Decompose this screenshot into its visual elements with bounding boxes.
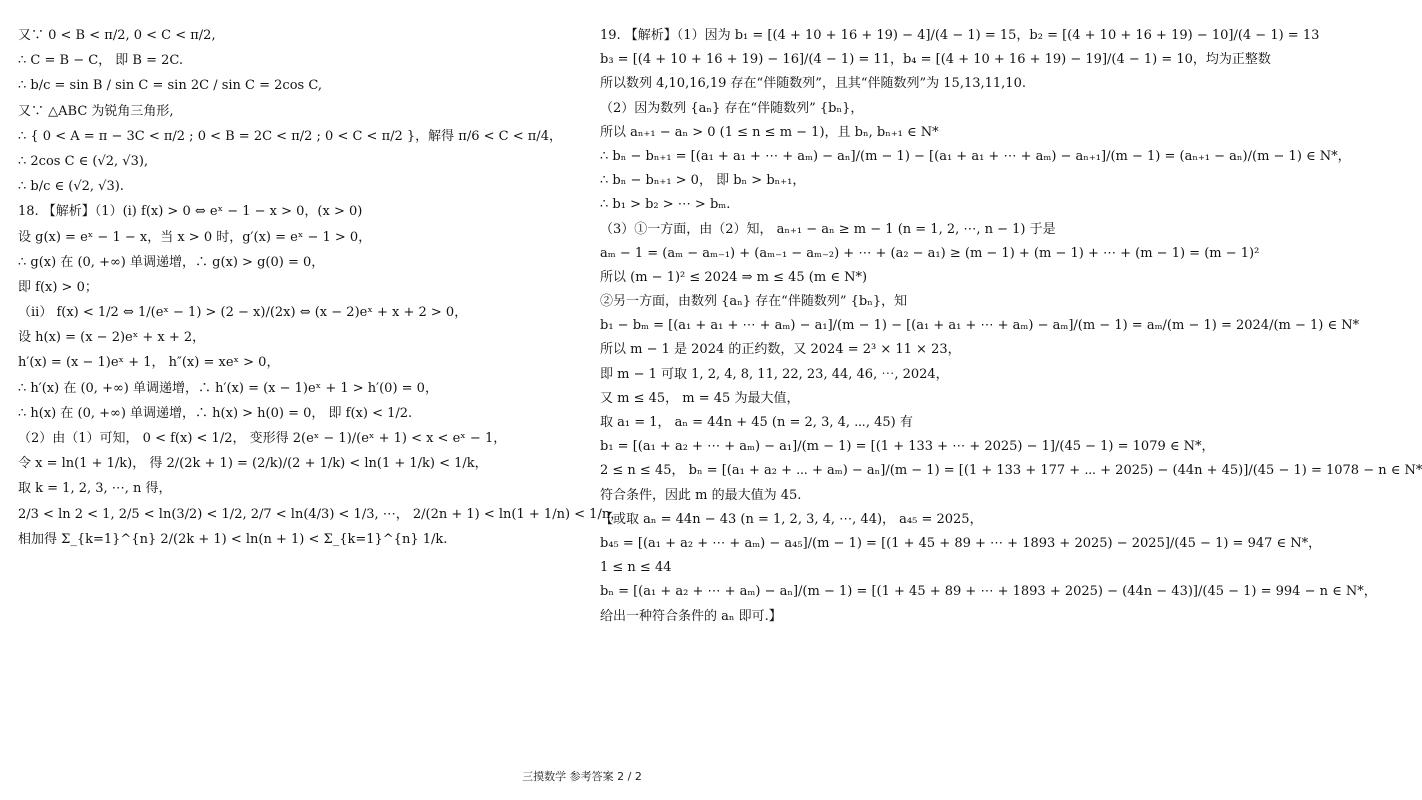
solution-line: ②另一方面，由数列 {aₙ} 存在“伴随数列” {bₙ}，知 [600,294,908,310]
solution-line: 1 ≤ n ≤ 44 [600,560,672,576]
solution-line: ∴ h(x) 在 (0, +∞) 单调递增，∴ h(x) > h(0) = 0， 即 f(x) < 1/2. [18,405,413,421]
left-column [18,28,624,557]
solution-line: 相加得 Σ_{k=1}^{n} 2/(2k + 1) < ln(n + 1) < Σ_{k=1}^{n} 1/k. [18,531,448,547]
solution-line: h′(x) = (x − 1)eˣ + 1， h″(x) = xeˣ > 0， [18,355,280,371]
solution-line: ∴ bₙ − bₙ₊₁ = [(a₁ + a₁ + ⋯ + aₘ) − aₙ]/(m − 1) − [(a₁ + a₁ + ⋯ + aₘ) − aₙ₊₁]/(m − 1) = (aₙ₊₁ − aₙ)/(m − 1) ∈ N*， [600,148,1351,164]
solution-line: ∴ 2cos C ∈ (√2, √3), [18,153,149,169]
solution-line: ∴ { 0 < A = π − 3C < π/2 ; 0 < B = 2C < π/2 ; 0 < C < π/2 }，解得 π/6 < C < π/4， [18,128,562,144]
page-footer: 三摸数学 参考答案 2 / 2 [522,770,642,783]
solution-line: 所以数列 4,10,16,19 存在“伴随数列”，且其“伴随数列”为 15,13,11,10. [600,76,1026,92]
solution-line: ∴ b/c ∈ (√2, √3). [18,179,124,195]
solution-line: 所以 (m − 1)² ≤ 2024 ⇒ m ≤ 45 (m ∈ N*) [600,269,868,285]
solution-line: 令 x = ln(1 + 1/k)， 得 2/(2k + 1) = (2/k)/(2 + 1/k) < ln(1 + 1/k) < 1/k， [18,456,488,472]
solution-line: bₙ = [(a₁ + a₂ + ⋯ + aₘ) − aₙ]/(m − 1) = [(1 + 45 + 89 + ⋯ + 1893 + 2025) − (44n − 43)]/(45 − 1) = 994 − n ∈ N*， [600,584,1377,600]
solution-line: 即 f(x) > 0； [18,279,98,295]
solution-line: b₁ = [(a₁ + a₂ + ⋯ + aₘ) − a₁]/(m − 1) = [(1 + 133 + ⋯ + 2025) − 1]/(45 − 1) = 1079 ∈ N*， [600,439,1215,455]
solution-line: b₃ = [(4 + 10 + 16 + 19) − 16]/(4 − 1) = 11，b₄ = [(4 + 10 + 16 + 19) − 19]/(4 − 1) = 10，均为正整数 [600,52,1271,68]
solution-line: 设 h(x) = (x − 2)eˣ + x + 2， [18,330,206,346]
solution-line: ∴ g(x) 在 (0, +∞) 单调递增，∴ g(x) > g(0) = 0， [18,254,325,270]
solution-line: aₘ − 1 = (aₘ − aₘ₋₁) + (aₘ₋₁ − aₘ₋₂) + ⋯ + (a₂ − a₁) ≥ (m − 1) + (m − 1) + ⋯ + (m − 1) = (m − 1)² [600,245,1260,261]
solution-line: 取 k = 1, 2, 3, ⋯, n 得， [18,481,172,497]
solution-line: 所以 m − 1 是 2024 的正约数，又 2024 = 2³ × 11 × 23， [600,342,961,358]
solution-line: （2）由（1）可知， 0 < f(x) < 1/2， 变形得 2(eˣ − 1)/(eˣ + 1) < x < eˣ − 1， [18,431,507,446]
solution-line: （ii） f(x) < 1/2 ⇔ 1/(eˣ − 1) > (2 − x)/(2x) ⇔ (x − 2)eˣ + x + 2 > 0， [18,305,468,321]
solution-line: 符合条件，因此 m 的最大值为 45. [600,487,802,503]
solution-line: 又 m ≤ 45， m = 45 为最大值， [600,390,800,406]
solution-line: 取 a₁ = 1， aₙ = 44n + 45 (n = 2, 3, 4, ⋯, 45) 有 [600,415,913,430]
solution-line: 【或取 aₙ = 44n − 43 (n = 1, 2, 3, 4, ⋯, 44)， a₄₅ = 2025， [600,511,983,527]
solution-line: ∴ bₙ − bₙ₊₁ > 0， 即 bₙ > bₙ₊₁， [600,173,806,189]
solution-line: 19. 【解析】（1）因为 b₁ = [(4 + 10 + 16 + 19) − 4]/(4 − 1) = 15，b₂ = [(4 + 10 + 16 + 19) − 10]/(4 − 1) = 13 [600,28,1320,43]
solution-line: 设 g(x) = eˣ − 1 − x，当 x > 0 时，g′(x) = eˣ − 1 > 0， [18,229,372,245]
solution-line: 所以 aₙ₊₁ − aₙ > 0 (1 ≤ n ≤ m − 1)，且 bₙ, bₙ₊₁ ∈ N* [600,124,939,140]
solution-line: 2/3 < ln 2 < 1, 2/5 < ln(3/2) < 1/2, 2/7 < ln(4/3) < 1/3, ⋯， 2/(2n + 1) < ln(1 + 1/n) < 1/n， [18,506,624,522]
solution-line: 又∵ △ABC 为锐角三角形, [18,103,174,119]
solution-line: ∴ C = B − C， 即 B = 2C. [18,53,184,69]
solution-line: ∴ b₁ > b₂ > ⋯ > bₘ. [600,197,731,213]
solution-line: ∴ h′(x) 在 (0, +∞) 单调递增，∴ h′(x) = (x − 1)eˣ + 1 > h′(0) = 0， [18,380,438,396]
solution-line: ∴ b/c = sin B / sin C = sin 2C / sin C = 2cos C, [18,78,322,94]
solution-line: b₄₅ = [(a₁ + a₂ + ⋯ + aₘ) − a₄₅]/(m − 1) = [(1 + 45 + 89 + ⋯ + 1893 + 2025) − 2025]/(45 − 1) = 947 ∈ N*， [600,535,1322,551]
right-column [600,28,1422,633]
solution-line: 2 ≤ n ≤ 45， bₙ = [(a₁ + a₂ + ⋯ + aₘ) − aₙ]/(m − 1) = [(1 + 133 + 177 + ⋯ + 2025) − (44n + 45)]/(45 − 1) = 1078 − n ∈ N* [600,463,1422,479]
solution-line: 给出一种符合条件的 aₙ 即可.】 [600,608,782,624]
solution-line: 即 m − 1 可取 1, 2, 4, 8, 11, 22, 23, 44, 46, ⋯, 2024， [600,366,949,382]
solution-line: （3）①一方面，由（2）知， aₙ₊₁ − aₙ ≥ m − 1 (n = 1, 2, ⋯, n − 1) 于是 [600,221,1056,237]
solution-line: b₁ − bₘ = [(a₁ + a₁ + ⋯ + aₘ) − a₁]/(m − 1) − [(a₁ + a₁ + ⋯ + aₘ) − aₘ]/(m − 1) = aₘ/(m − 1) = 2024/(m − 1) ∈ N* [600,318,1360,334]
solution-line: 又∵ 0 < B < π/2, 0 < C < π/2, [18,28,216,43]
solution-line: 18. 【解析】（1）(i) f(x) > 0 ⇔ eˣ − 1 − x > 0，(x > 0) [18,204,363,220]
solution-line: （2）因为数列 {aₙ} 存在“伴随数列” {bₙ}， [600,100,864,116]
